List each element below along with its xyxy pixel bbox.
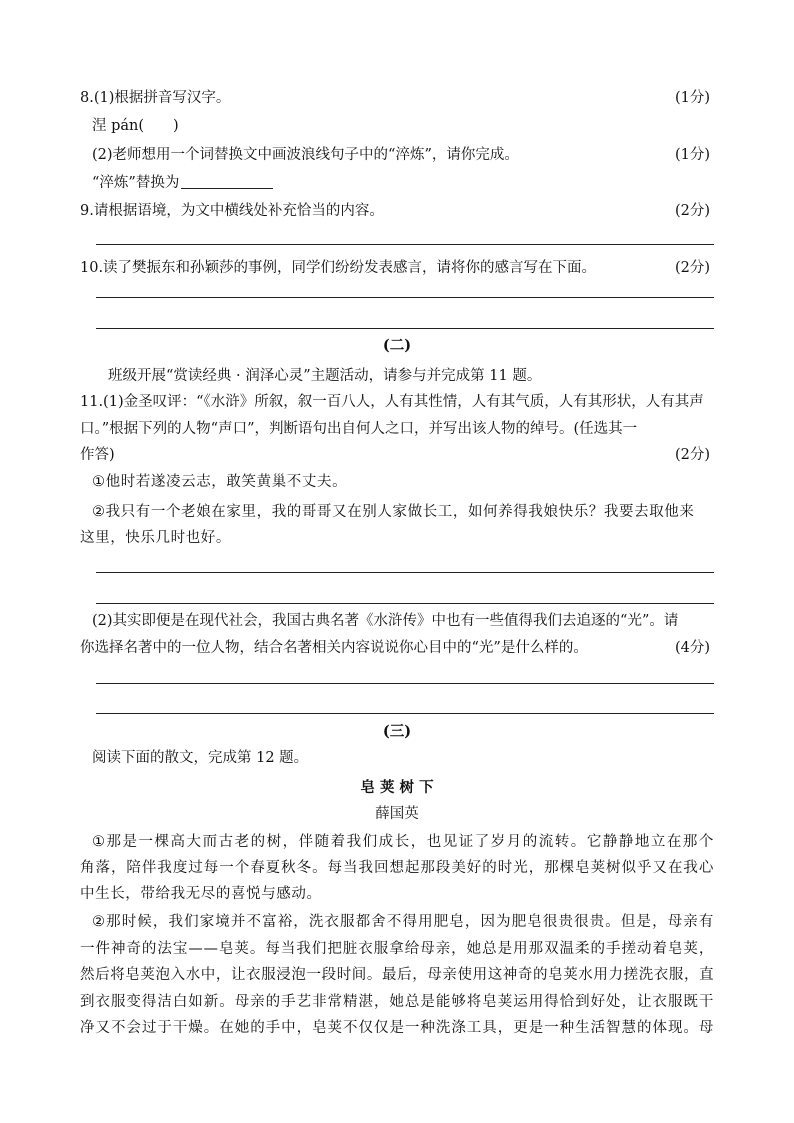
q9-answer-line[interactable]	[96, 244, 714, 245]
q10-answer-line-1[interactable]	[96, 297, 714, 298]
section-3-intro: 阅读下面的散文，完成第 12 题。	[92, 750, 309, 766]
essay-p2-line-4: 到衣服变得洁白如新。母亲的手艺非常精湛，她总是能够将皂荚运用得恰到好处，让衣服既干	[80, 994, 714, 1010]
q11-score-2: (4分)	[674, 640, 710, 656]
q10-answer-line-2[interactable]	[96, 328, 714, 329]
q11-option-2a: ②我只有一个老娘在家里，我的哥哥又在别人家做长工，如何养得我娘快乐？我要去取他来	[92, 504, 695, 520]
q8-stem: 8.(1)根据拼音写汉字。	[80, 90, 231, 106]
q10-score: (2分)	[674, 260, 710, 276]
section-2-heading: (二)	[382, 337, 412, 354]
q8-score-1: (1分)	[674, 90, 710, 106]
q9-stem: 9.请根据语境，为文中横线处补充恰当的内容。	[80, 203, 384, 219]
essay-p2-line-2: 一件神奇的法宝——皂荚。每当我们把脏衣服拿给母亲，她总是用那双温柔的手搓动着皂荚，	[80, 941, 714, 957]
essay-author: 薛国英	[375, 806, 419, 822]
q11-line-3: 作答)	[80, 447, 115, 463]
q11-answer-line-3[interactable]	[96, 683, 714, 684]
q8-answer-blank[interactable]	[181, 174, 273, 189]
essay-p2-line-5: 净又不会过于干燥。在她的手中，皂荚不仅仅是一种洗涤工具，更是一种生活智慧的体现。母	[80, 1020, 714, 1036]
q11-option-2b: 这里，快乐几时也好。	[80, 530, 231, 546]
section-3-heading: (三)	[382, 723, 412, 740]
q8-replace-line	[92, 173, 273, 193]
q11-answer-line-4[interactable]	[96, 713, 714, 714]
q10-stem: 10.读了樊振东和孙颖莎的事例，同学们纷纷发表感言，请将你的感言写在下面。	[80, 260, 597, 276]
essay-p2-line-1: ②那时候，我们家境并不富裕，洗衣服都舍不得用肥皂，因为肥皂很贵很贵。但是，母亲有	[92, 914, 714, 930]
q8-score-2: (1分)	[674, 147, 710, 163]
q11-score-1: (2分)	[674, 447, 710, 463]
q11-sub2-a: (2)其实即便是在现代社会，我国古典名著《水浒传》中也有一些值得我们去追逐的“光”。请	[92, 613, 679, 629]
essay-p1-line-1: ①那是一棵高大而古老的树，伴随着我们成长，也见证了岁月的流转。它静静地立在那个	[92, 834, 714, 850]
essay-p2-line-3: 然后将皂荚泡入水中，让衣服浸泡一段时间。最后，母亲使用这神奇的皂荚水用力搓洗衣服，直	[80, 967, 715, 983]
q11-line-2: 口。”根据下列的人物“声口”，判断语句出自何人之口，并写出该人物的绰号。(任选其一	[80, 421, 638, 437]
essay-title: 皂 荚 树 下	[360, 779, 434, 796]
q9-score: (2分)	[674, 203, 710, 219]
q11-answer-line-1[interactable]	[96, 572, 714, 573]
q8-pinyin: 涅 pán( )	[92, 118, 179, 134]
q8-replace-label: “淬炼”替换为	[92, 175, 180, 191]
q11-sub2-b: 你选择名著中的一位人物，结合名著相关内容说说你心目中的“光”是什么样的。	[80, 640, 588, 656]
q11-answer-line-2[interactable]	[96, 603, 714, 604]
section-2-intro: 班级开展“赏读经典 · 润泽心灵”主题活动，请参与并完成第 11 题。	[108, 368, 542, 384]
q11-line-1: 11.(1)金圣叹评：“《水浒》所叙，叙一百八人，人有其性情，人有其气质，人有其形状，人有其声	[80, 394, 704, 410]
q8-sub2: (2)老师想用一个词替换文中画波浪线句子中的“淬炼”，请你完成。	[92, 147, 519, 163]
essay-p1-line-2: 角落，陪伴我度过每一个春夏秋冬。每当我回想起那段美好的时光，那棵皂荚树似乎又在我心	[80, 860, 714, 876]
q11-option-1: ①他时若遂凌云志，敢笑黄巢不丈夫。	[92, 474, 348, 490]
essay-p1-line-3: 中生长，带给我无尽的喜悦与感动。	[80, 886, 322, 902]
